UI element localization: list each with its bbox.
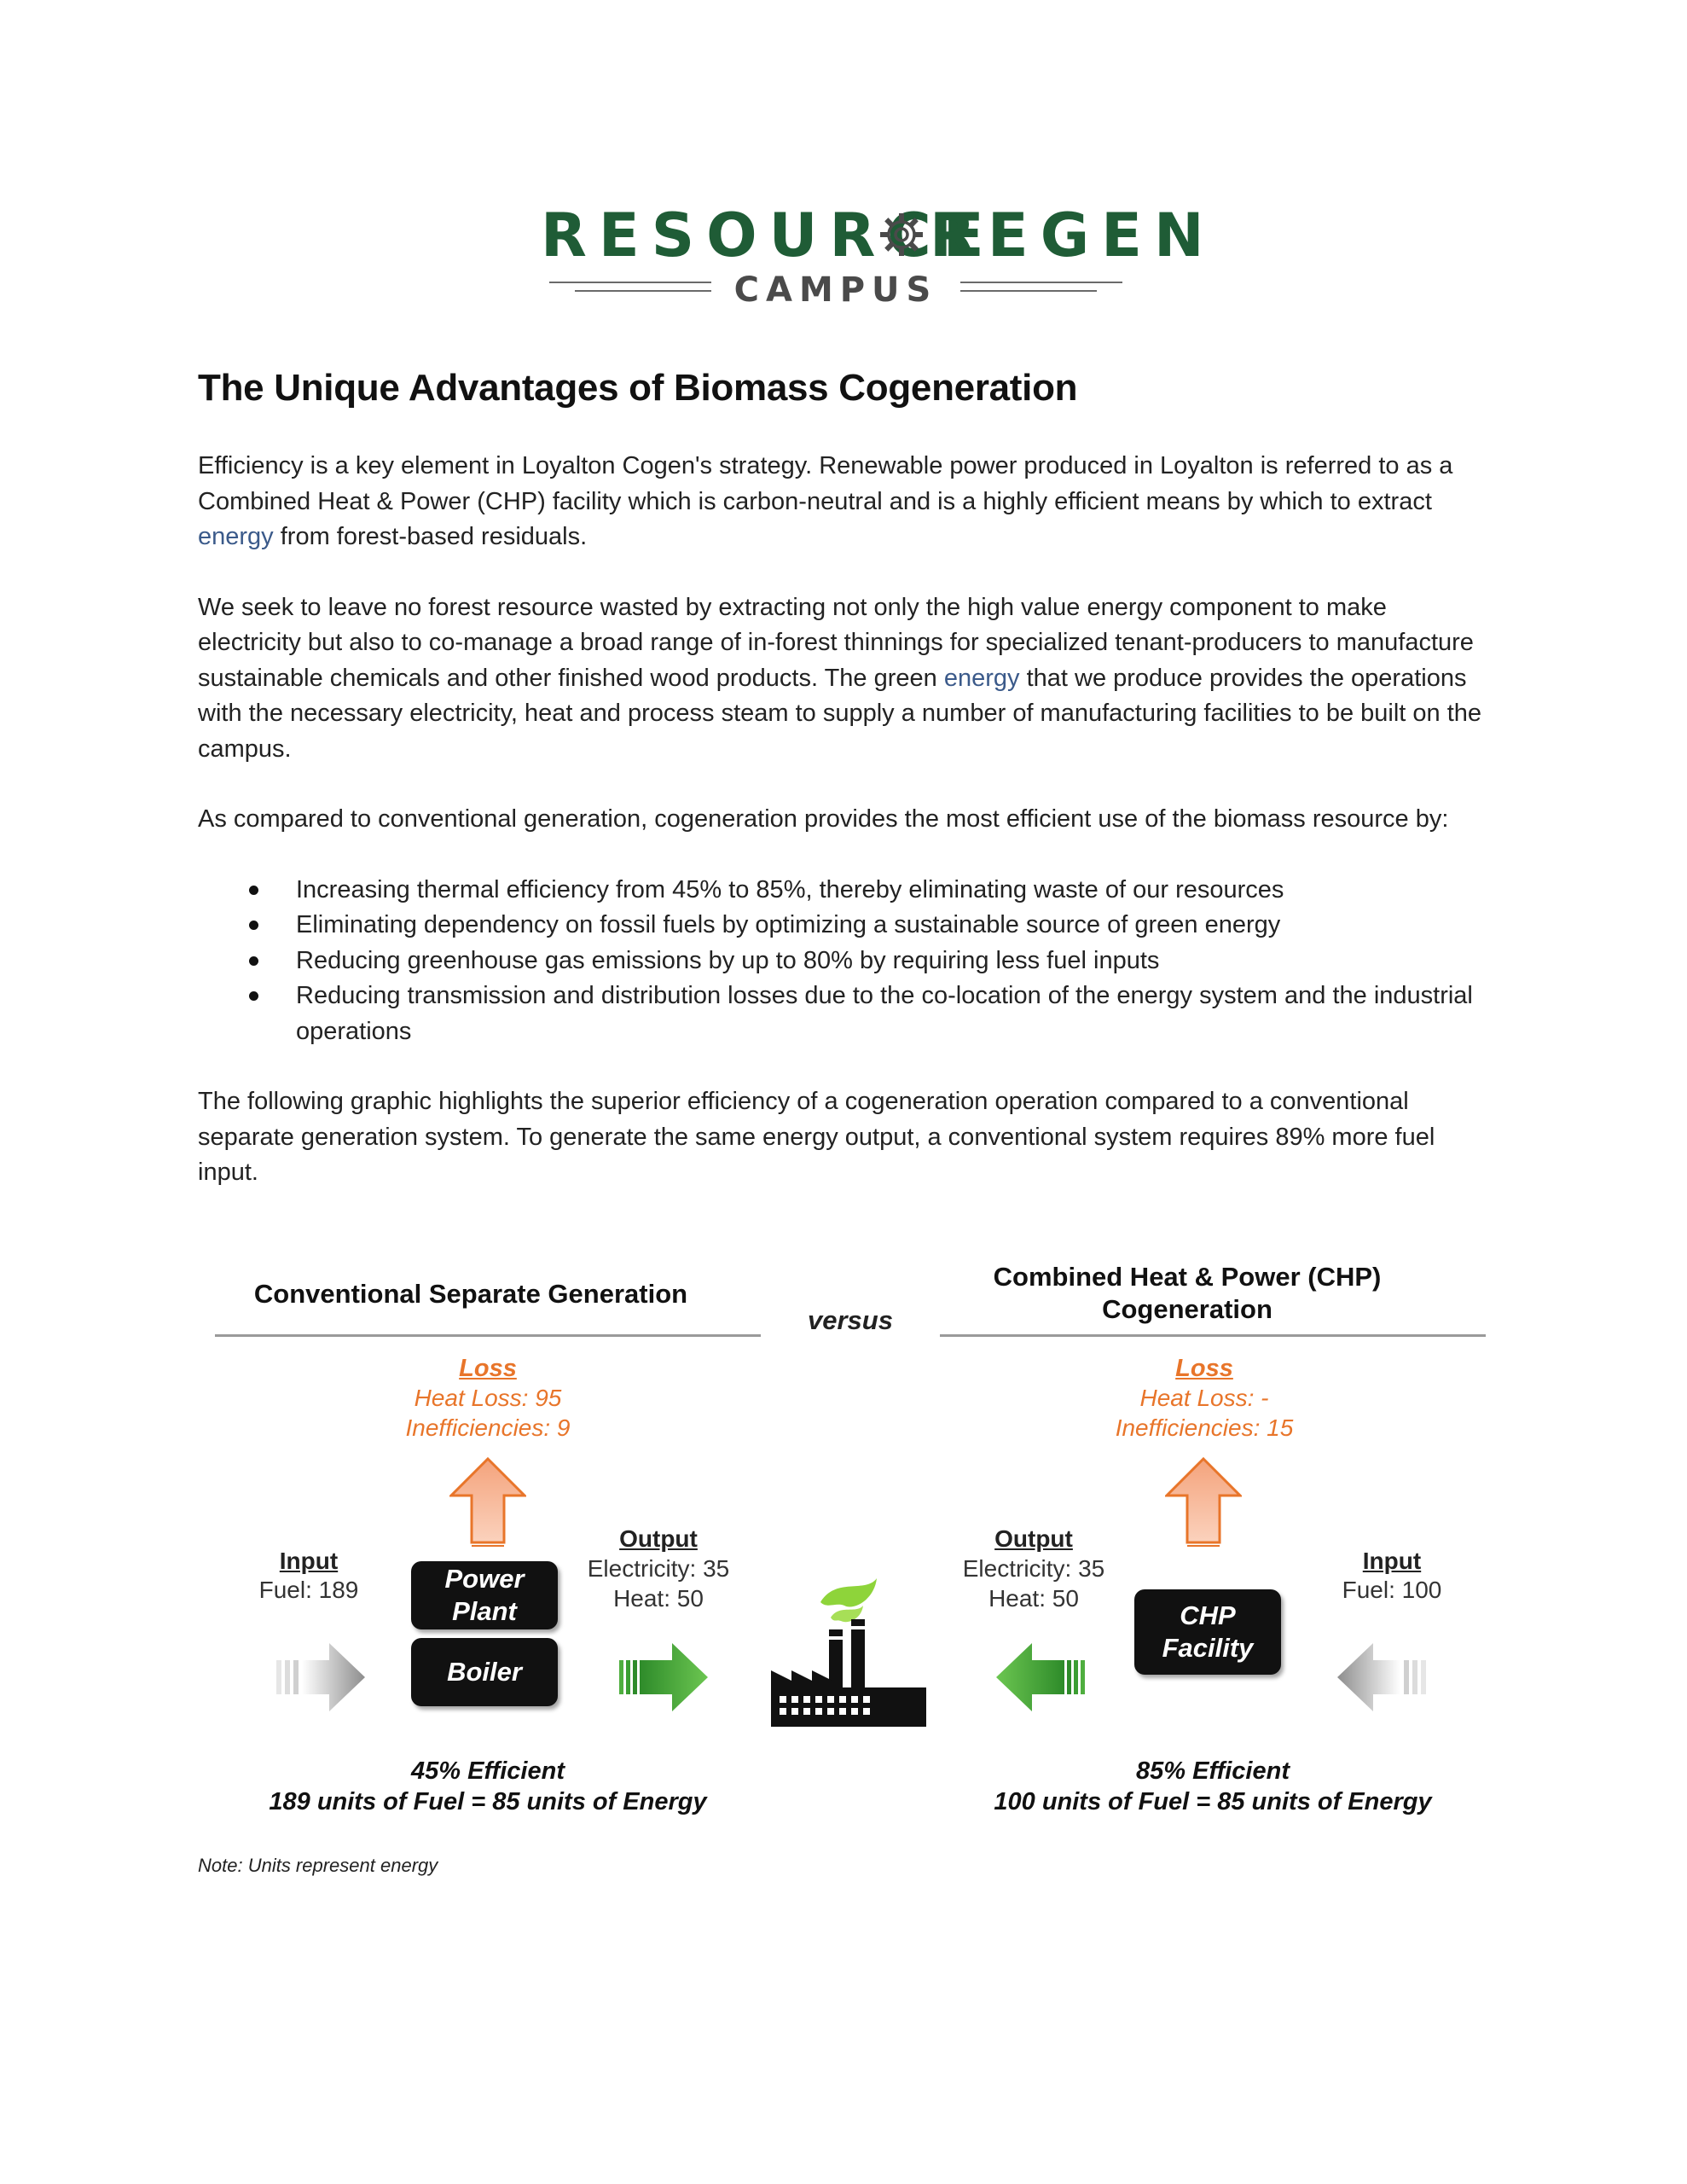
cogeneration-comparison-graphic	[198, 1252, 1494, 1884]
paragraph-text: We seek to leave no forest resource wasted by extracting not only the high value energy component to make electricity but also to co-manage a broad range of in-forest thinnings for specialized tenant-producers to manufacture sustainable chemicals and other finished wood products. The green	[198, 593, 1474, 692]
paragraph-forest-resource	[198, 590, 1494, 768]
right-output-arrow-icon	[991, 1641, 1085, 1713]
right-fuel-equation: 100 units of Fuel = 85 units of Energy	[994, 1788, 1432, 1815]
right-input-fuel: Fuel: 100	[1342, 1577, 1442, 1603]
heading-chp-line2: Cogeneration	[1102, 1294, 1272, 1324]
energy-link[interactable]: energy	[943, 664, 1020, 692]
right-heat-loss: Heat Loss: -	[1139, 1385, 1269, 1411]
factory-icon	[768, 1568, 930, 1730]
logo-rule-right-bottom	[960, 290, 1097, 292]
page-title: The Unique Advantages of Biomass Cogeneration	[198, 367, 1078, 409]
left-output-title: Output	[619, 1525, 698, 1552]
logo-word-regen: REGEN	[930, 200, 1216, 270]
paragraph-text: from forest-based residuals.	[273, 523, 588, 550]
list-item	[296, 944, 1494, 979]
resource-regen-logo	[537, 200, 1216, 312]
benefits-list	[198, 873, 1494, 1050]
bullet-icon	[249, 921, 258, 930]
logo-rule-left-top	[549, 282, 711, 283]
paragraph-text: that we produce provides the operations with the necessary electricity, heat and process steam to supply a number of manufacturing facilities to be built on the campus.	[198, 664, 1482, 763]
left-heat-loss: Heat Loss: 95	[414, 1385, 562, 1411]
left-input-arrow-icon	[276, 1641, 370, 1713]
list-item	[296, 873, 1494, 909]
left-loss-title: Loss	[459, 1355, 517, 1382]
right-efficiency: 85% Efficient	[1136, 1757, 1290, 1785]
heading-conventional: Conventional Separate Generation	[253, 1279, 688, 1309]
right-output-title: Output	[994, 1525, 1073, 1552]
document-body	[198, 367, 1494, 1226]
right-output-heat: Heat: 50	[988, 1585, 1079, 1612]
left-output-electricity: Electricity: 35	[587, 1555, 730, 1582]
left-fuel-equation: 189 units of Fuel = 85 units of Energy	[269, 1788, 707, 1815]
bullet-icon	[249, 991, 258, 1001]
left-inefficiencies: Inefficiencies: 9	[405, 1414, 571, 1441]
paragraph-graphic-intro: The following graphic highlights the superior efficiency of a cogeneration operation compared to a conventional separate generation system. To generate the same energy output, a conventional system requires 89% more fuel input.	[198, 1088, 1435, 1186]
heading-rule-left	[215, 1334, 761, 1337]
paragraph-text: Efficiency is a key element in Loyalton Cogen's strategy. Renewable power produced in Loyalton is referred to as a Combined Heat & Power (CHP) facility which is carbon-neutral and is a highly efficient means by which to extract	[198, 452, 1453, 515]
bullet-icon	[249, 956, 258, 966]
right-input-title: Input	[1362, 1548, 1422, 1574]
left-output-arrow-icon	[619, 1641, 713, 1713]
gear-icon	[875, 208, 928, 261]
right-loss-arrow-icon	[1165, 1457, 1242, 1551]
list-item	[296, 908, 1494, 944]
chp-facility-box: CHP Facility	[1134, 1589, 1281, 1675]
bullet-icon	[249, 886, 258, 895]
list-item	[296, 979, 1494, 1049]
left-loss-arrow-icon	[449, 1457, 526, 1551]
right-loss-title: Loss	[1175, 1355, 1233, 1382]
logo-word-campus: CAMPUS	[733, 270, 938, 310]
energy-link[interactable]: energy	[198, 523, 274, 550]
power-plant-box: Power Plant	[411, 1561, 558, 1629]
boiler-box: Boiler	[411, 1638, 558, 1706]
heading-chp-line1: Combined Heat & Power (CHP)	[993, 1262, 1382, 1292]
logo-rule-left-bottom	[575, 290, 711, 292]
units-note: Note: Units represent energy	[198, 1855, 438, 1876]
paragraph-efficiency	[198, 449, 1494, 555]
logo-word-resource: RESOURCE	[541, 200, 996, 270]
right-inefficiencies: Inefficiencies: 15	[1115, 1414, 1294, 1441]
left-input-fuel: Fuel: 189	[258, 1577, 359, 1603]
left-input-title: Input	[279, 1548, 339, 1574]
heading-rule-right	[940, 1334, 1486, 1337]
left-output-heat: Heat: 50	[613, 1585, 704, 1612]
right-output-electricity: Electricity: 35	[962, 1555, 1105, 1582]
list-item-text: Reducing transmission and distribution losses due to the co-location of the energy system and the industrial operations	[296, 982, 1473, 1045]
logo-rule-right-top	[960, 282, 1122, 283]
right-input-arrow-icon	[1332, 1641, 1426, 1713]
left-efficiency: 45% Efficient	[411, 1757, 565, 1785]
paragraph-comparison: As compared to conventional generation, cogeneration provides the most efficient use of the biomass resource by:	[198, 805, 1449, 833]
versus-label: versus	[808, 1305, 893, 1335]
list-item-text: Increasing thermal efficiency from 45% to 85%, thereby eliminating waste of our resources	[296, 875, 1284, 903]
list-item-text: Reducing greenhouse gas emissions by up to 80% by requiring less fuel inputs	[296, 946, 1160, 974]
list-item-text: Eliminating dependency on fossil fuels by optimizing a sustainable source of green energy	[296, 911, 1281, 938]
